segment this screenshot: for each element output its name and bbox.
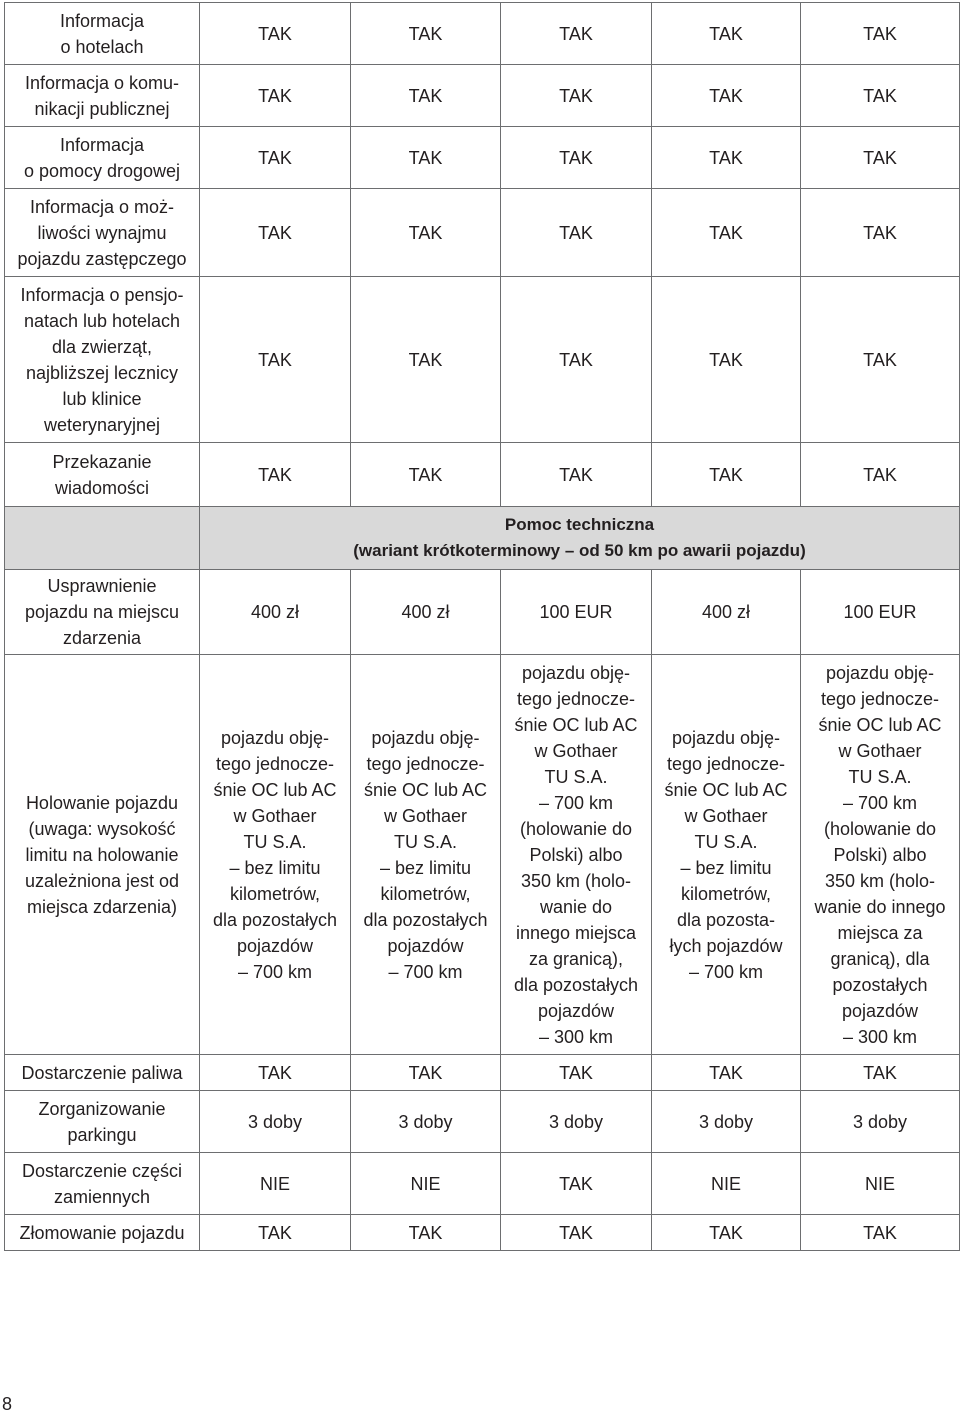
cell-value: TAK [200,277,351,443]
cell-value: NIE [351,1153,501,1215]
cell-value: TAK [652,277,801,443]
cell-value: TAK [501,1153,652,1215]
cell-value: TAK [200,127,351,189]
row-label: Informacja o pomocy drogowej [5,127,200,189]
cell-value: pojazdu obję- tego jednocze- śnie OC lub AC w Gothaer TU S.A. – bez limitu kilometrów, dla pozostałych pojazdów – 700 km [200,655,351,1055]
cell-value: TAK [501,3,652,65]
row-label: Usprawnienie pojazdu na miejscu zdarzenia [5,570,200,655]
cell-value: NIE [801,1153,960,1215]
cell-value: TAK [652,1055,801,1091]
page-number: 8 [2,1394,13,1414]
row-label: Informacja o komu- nikacji publicznej [5,65,200,127]
cell-value: TAK [351,1215,501,1251]
cell-value: TAK [200,189,351,277]
cell-value: TAK [351,1055,501,1091]
table-row [5,127,960,189]
cell-value: TAK [351,443,501,507]
row-label: Informacja o moż- liwości wynajmu pojazdu zastępczego [5,189,200,277]
cell-value: 100 EUR [801,570,960,655]
cell-value: TAK [200,443,351,507]
table-row [5,189,960,277]
cell-value: TAK [801,65,960,127]
cell-value: TAK [200,1055,351,1091]
cell-value: pojazdu obję- tego jednocze- śnie OC lub AC w Gothaer TU S.A. – 700 km (holowanie do Polski) albo 350 km (holo- wanie do innego miejsca za granicą), dla pozostałych pojazdów – 300 km [801,655,960,1055]
cell-value: TAK [801,3,960,65]
section-header-row [5,507,960,570]
cell-value: TAK [351,65,501,127]
cell-value: 100 EUR [501,570,652,655]
table-row [5,277,960,443]
cell-value: TAK [652,443,801,507]
cell-value: TAK [801,127,960,189]
table-row [5,443,960,507]
cell-value: pojazdu obję- tego jednocze- śnie OC lub AC w Gothaer TU S.A. – bez limitu kilometrów, dla pozostałych pojazdów – 700 km [351,655,501,1055]
cell-value: TAK [501,1055,652,1091]
cell-value: TAK [351,189,501,277]
cell-value: 400 zł [351,570,501,655]
row-label: Informacja o pensjo- natach lub hotelach dla zwierząt, najbliższej lecznicy lub klinice weterynaryjnej [5,277,200,443]
cell-value: pojazdu obję- tego jednocze- śnie OC lub AC w Gothaer TU S.A. – 700 km (holowanie do Polski) albo 350 km (holo- wanie do innego miejsca za granicą), dla pozostałych pojazdów – 300 km [501,655,652,1055]
cell-value: TAK [351,3,501,65]
table-row [5,1153,960,1215]
cell-value: TAK [200,1215,351,1251]
cell-value: TAK [652,1215,801,1251]
cell-value: TAK [801,1055,960,1091]
table-row [5,570,960,655]
table-row [5,1055,960,1091]
cell-value: TAK [652,189,801,277]
table-row [5,65,960,127]
cell-value: TAK [501,1215,652,1251]
table-row [5,1091,960,1153]
cell-value: 3 doby [801,1091,960,1153]
cell-value: TAK [652,3,801,65]
cell-value: TAK [801,189,960,277]
row-label: Dostarczenie części zamiennych [5,1153,200,1215]
cell-value: 400 zł [200,570,351,655]
row-label: Dostarczenie paliwa [5,1055,200,1091]
cell-value: TAK [501,189,652,277]
cell-value: NIE [200,1153,351,1215]
cell-value: TAK [501,443,652,507]
cell-value: 3 doby [652,1091,801,1153]
row-label: Przekazanie wiadomości [5,443,200,507]
cell-value: TAK [501,277,652,443]
cell-value: TAK [801,1215,960,1251]
cell-value: TAK [652,127,801,189]
cell-value: TAK [351,277,501,443]
cell-value: TAK [200,3,351,65]
row-label: Holowanie pojazdu (uwaga: wysokość limitu na holowanie uzależniona jest od miejsca zdarzenia) [5,655,200,1055]
row-label: Złomowanie pojazdu [5,1215,200,1251]
cell-value: TAK [501,127,652,189]
cell-value: TAK [501,65,652,127]
cell-value: TAK [801,277,960,443]
cell-value: TAK [801,443,960,507]
row-label: Zorganizowanie parkingu [5,1091,200,1153]
section-title: Pomoc techniczna (wariant krótkoterminowy – od 50 km po awarii pojazdu) [200,507,960,570]
assistance-table [4,2,960,1251]
table-row [5,1215,960,1251]
cell-value: TAK [200,65,351,127]
table-row [5,655,960,1055]
cell-value: TAK [652,65,801,127]
row-label: Informacja o hotelach [5,3,200,65]
cell-value: 3 doby [501,1091,652,1153]
cell-value: 3 doby [200,1091,351,1153]
cell-value: pojazdu obję- tego jednocze- śnie OC lub AC w Gothaer TU S.A. – bez limitu kilometrów, dla pozosta- łych pojazdów – 700 km [652,655,801,1055]
cell-value: 3 doby [351,1091,501,1153]
table-row [5,3,960,65]
cell-value: TAK [351,127,501,189]
cell-value: 400 zł [652,570,801,655]
cell-value: NIE [652,1153,801,1215]
section-spacer [5,507,200,570]
